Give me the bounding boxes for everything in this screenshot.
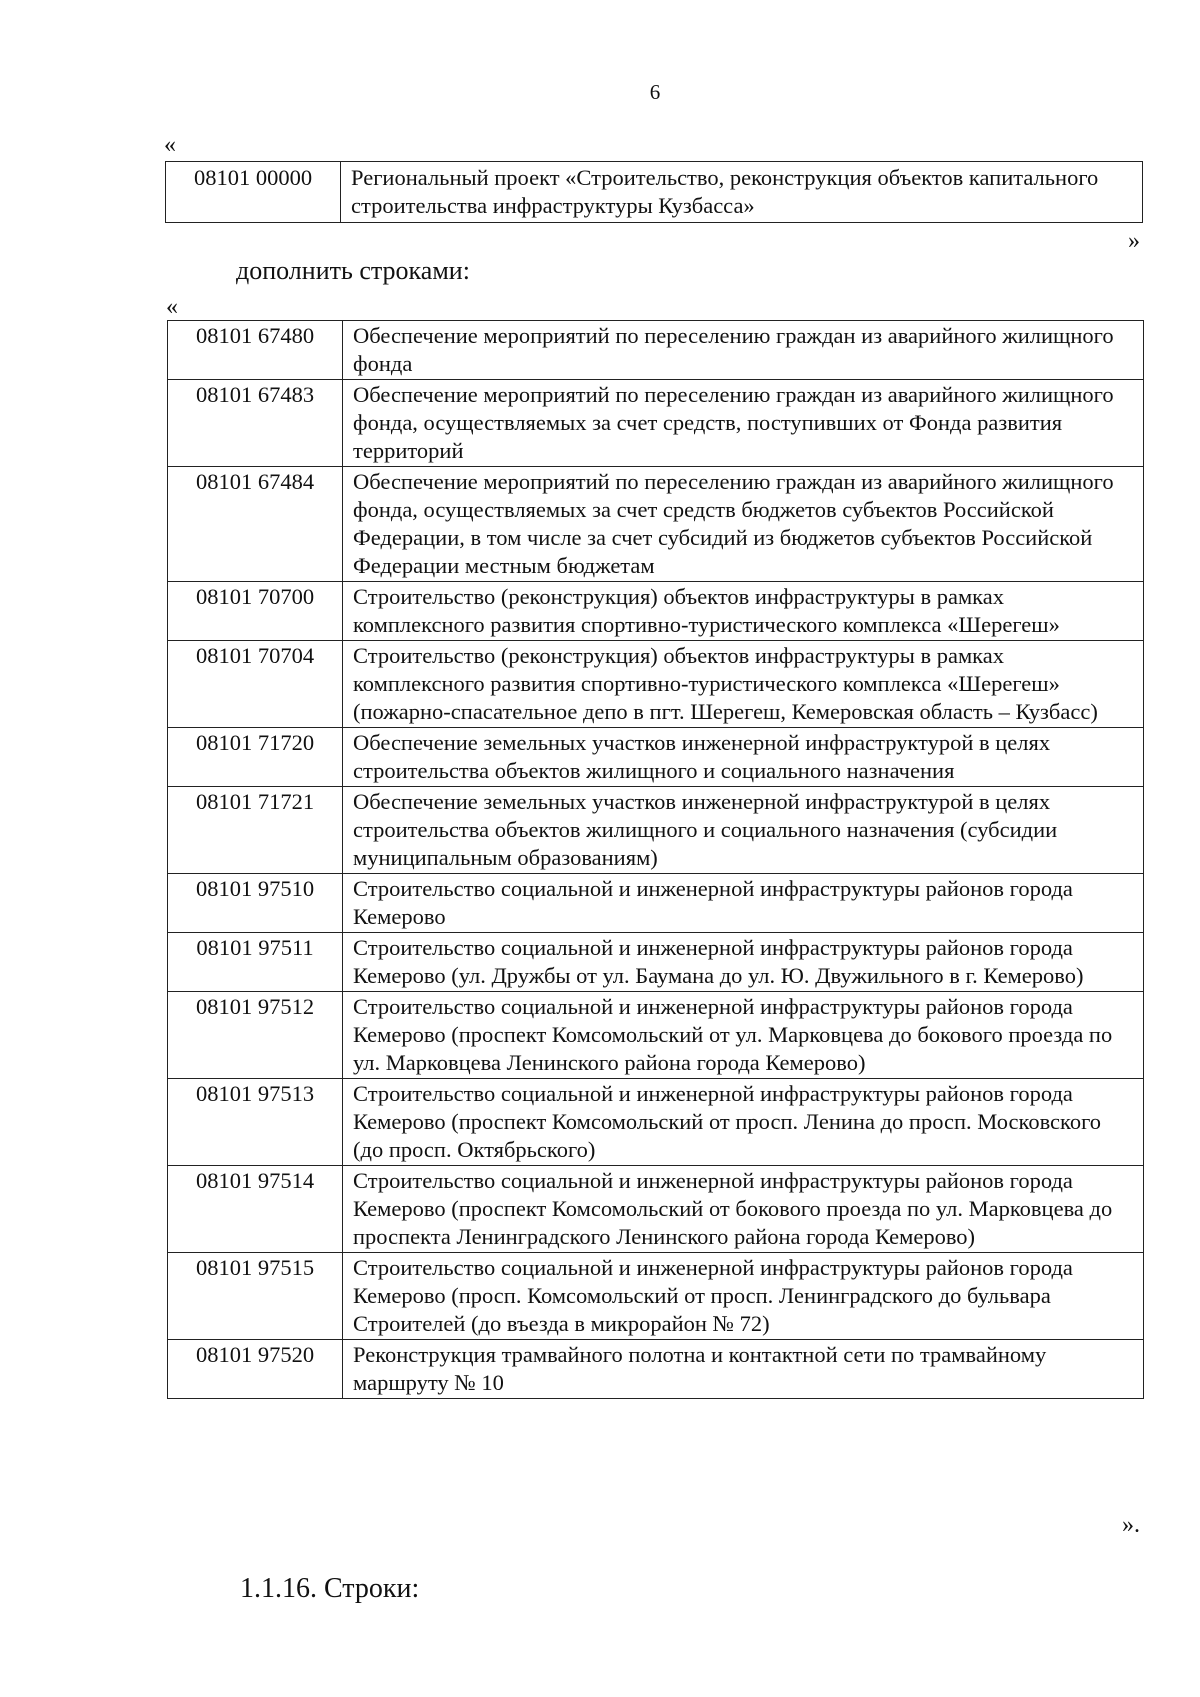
budget-code-cell: 08101 97515 (168, 1253, 343, 1340)
instruction-text: дополнить строками: (236, 256, 470, 285)
budget-code-cell: 08101 70700 (168, 582, 343, 641)
table-row (168, 380, 1144, 467)
description-cell: Реконструкция трамвайного полотна и контактной сети по трамвайному маршруту № 10 (343, 1340, 1144, 1399)
table-row (168, 582, 1144, 641)
description-cell: Обеспечение земельных участков инженерной инфраструктурой в целях строительства объектов жилищного и социального назначения (субсидии муниципальным образованиям) (343, 787, 1144, 874)
table-row (168, 641, 1144, 728)
table-row (168, 1166, 1144, 1253)
budget-code-cell: 08101 67483 (168, 380, 343, 467)
budget-code-cell: 08101 97511 (168, 933, 343, 992)
closing-quote-2: ». (1122, 1512, 1140, 1538)
budget-code-cell: 08101 00000 (166, 162, 341, 223)
table-row (168, 992, 1144, 1079)
budget-code-cell: 08101 97513 (168, 1079, 343, 1166)
table-row (168, 467, 1144, 582)
table-row (168, 1253, 1144, 1340)
table-row (168, 321, 1144, 380)
budget-code-cell: 08101 67484 (168, 467, 343, 582)
table-row (168, 933, 1144, 992)
description-cell: Региональный проект «Строительство, реконструкция объектов капитального строительства инфраструктуры Кузбасса» (341, 162, 1143, 223)
table-row (168, 1079, 1144, 1166)
description-cell: Строительство социальной и инженерной инфраструктуры районов города Кемерово (ул. Дружбы от ул. Баумана до ул. Ю. Двужильного в г. Кемерово) (343, 933, 1144, 992)
description-cell: Обеспечение мероприятий по переселению граждан из аварийного жилищного фонда (343, 321, 1144, 380)
closing-quote-1: » (1128, 228, 1140, 254)
added-rows-table (167, 320, 1144, 1399)
description-cell: Обеспечение мероприятий по переселению граждан из аварийного жилищного фонда, осуществляемых за счет средств бюджетов субъектов Российской Федерации, в том числе за счет субсидий из бюджетов субъектов Российской Федерации местным бюджетам (343, 467, 1144, 582)
description-cell: Строительство социальной и инженерной инфраструктуры районов города Кемерово (проспект Комсомольский от бокового проезда по ул. Марковцева до проспекта Ленинградского Ленинского района города Кемерово) (343, 1166, 1144, 1253)
opening-quote-1: « (164, 132, 176, 158)
description-cell: Строительство социальной и инженерной инфраструктуры районов города Кемерово (проспект Комсомольский от просп. Ленина до просп. Московского (до просп. Октябрьского) (343, 1079, 1144, 1166)
description-cell: Строительство социальной и инженерной инфраструктуры районов города Кемерово (проспект Комсомольский от ул. Марковцева до бокового проезда по ул. Марковцева Ленинского района города Кемерово) (343, 992, 1144, 1079)
description-cell: Строительство социальной и инженерной инфраструктуры районов города Кемерово (просп. Комсомольский от просп. Ленинградского до бульвара Строителей (до въезда в микрорайон № 72) (343, 1253, 1144, 1340)
budget-code-cell: 08101 71721 (168, 787, 343, 874)
budget-code-cell: 08101 97510 (168, 874, 343, 933)
table-row (168, 728, 1144, 787)
existing-rows-table (165, 161, 1143, 223)
description-cell: Строительство социальной и инженерной инфраструктуры районов города Кемерово (343, 874, 1144, 933)
description-cell: Строительство (реконструкция) объектов инфраструктуры в рамках комплексного развития спортивно-туристического комплекса «Шерегеш» (пожарно-спасательное депо в пгт. Шерегеш, Кемеровская область – Кузбасс) (343, 641, 1144, 728)
table-row (168, 787, 1144, 874)
section-heading: 1.1.16. Строки: (240, 1573, 420, 1604)
description-cell: Строительство (реконструкция) объектов инфраструктуры в рамках комплексного развития спортивно-туристического комплекса «Шерегеш» (343, 582, 1144, 641)
page-number: 6 (649, 80, 661, 104)
table-row (168, 1340, 1144, 1399)
opening-quote-2: « (166, 294, 178, 320)
table-row (168, 874, 1144, 933)
table-row (166, 162, 1143, 223)
budget-code-cell: 08101 97514 (168, 1166, 343, 1253)
budget-code-cell: 08101 67480 (168, 321, 343, 380)
budget-code-cell: 08101 97520 (168, 1340, 343, 1399)
budget-code-cell: 08101 70704 (168, 641, 343, 728)
description-cell: Обеспечение мероприятий по переселению граждан из аварийного жилищного фонда, осуществляемых за счет средств, поступивших от Фонда развития территорий (343, 380, 1144, 467)
budget-code-cell: 08101 71720 (168, 728, 343, 787)
budget-code-cell: 08101 97512 (168, 992, 343, 1079)
description-cell: Обеспечение земельных участков инженерной инфраструктурой в целях строительства объектов жилищного и социального назначения (343, 728, 1144, 787)
